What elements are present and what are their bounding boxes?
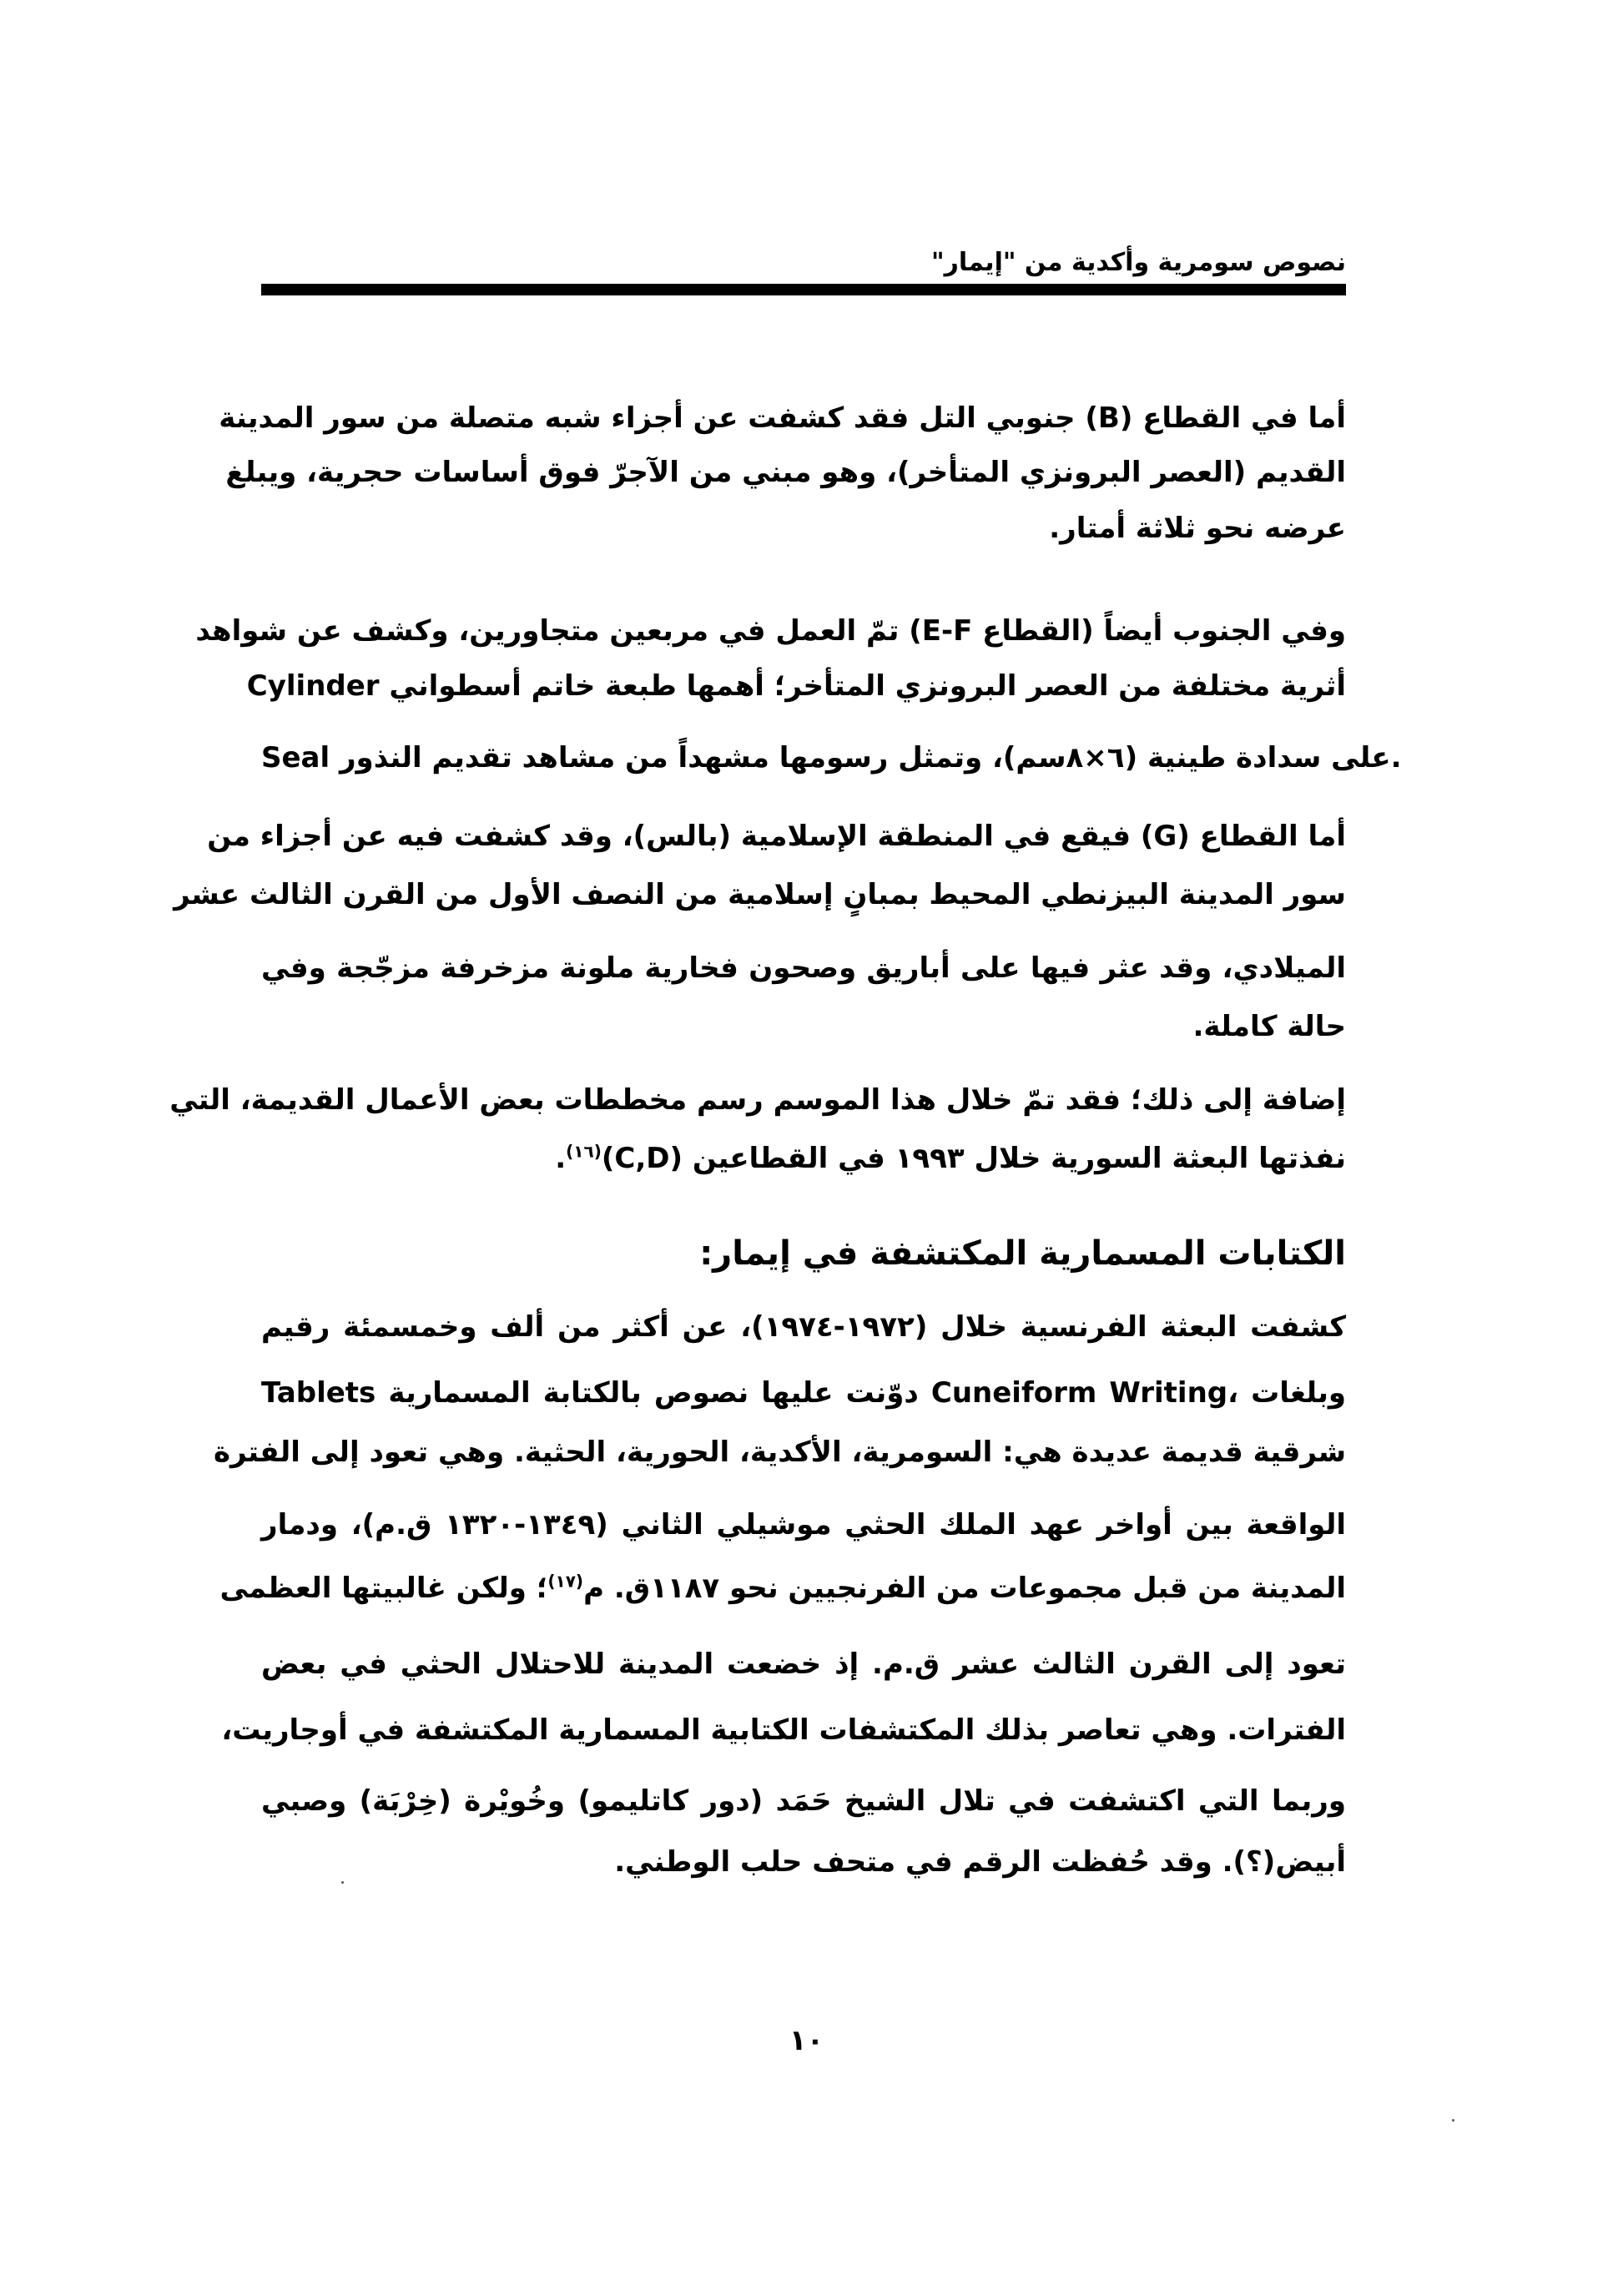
body-line: سور المدينة البيزنطي المحيط بمبانٍ إسلامية من النصف الأول من القرن الثالث عشر [174, 878, 1346, 911]
body-line: القديم (العصر البرونزي المتأخر)، وهو مبني من الآجرّ فوق أساسات حجرية، ويبلغ [225, 456, 1346, 489]
line-text: المدينة من قبل مجموعات من الفرنجيين نحو ١١٨٧ق. م [583, 1572, 1346, 1605]
line-end: ؛ ولكن غالبيتها العظمى [219, 1572, 548, 1605]
body-line: تعود إلى القرن الثالث عشر ق.م. إذ خضعت المدينة للاحتلال الحثي في بعض [261, 1648, 1346, 1681]
body-line: حالة كاملة. [1192, 1010, 1346, 1043]
body-line: إضافة إلى ذلك؛ فقد تمّ خلال هذا الموسم رسم مخططات بعض الأعمال القديمة، التي [169, 1083, 1346, 1117]
section-heading: الكتابات المسمارية المكتشفة في إيمار: [699, 1234, 1346, 1273]
body-line: Seal على سدادة طينية (٦×٨سم)، وتمثل رسومها مشهداً من مشاهد تقديم النذور. [261, 741, 1402, 775]
line-text: نفذتها البعثة السورية خلال ١٩٩٣ في القطاعين (C,D) [601, 1142, 1346, 1175]
body-line: وفي الجنوب أيضاً (القطاع E-F) تمّ العمل في مربعين متجاورين، وكشف عن شواهد [195, 614, 1346, 648]
running-header: نصوص سومرية وأكدية من "إيمار" [931, 248, 1346, 277]
body-line: أما في القطاع (B) جنوبي التل فقد كشفت عن أجزاء شبه متصلة من سور المدينة [219, 401, 1346, 435]
body-line: أبيض(؟). وقد حُفظت الرقم في متحف حلب الوطني. [614, 1845, 1346, 1879]
line-end: . [555, 1142, 567, 1175]
scan-speck [341, 1881, 344, 1884]
scan-speck [1452, 2119, 1454, 2122]
body-line-footnote-16 [261, 1133, 1346, 1183]
footnote-ref-16: (١٦) [566, 1141, 602, 1162]
page-number: ١٠ [789, 2024, 824, 2057]
body-line: Tablets دوّنت عليها نصوص بالكتابة المسمارية Cuneiform Writing، وبلغات [261, 1376, 1346, 1410]
body-line: الفترات. وهي تعاصر بذلك المكتشفات الكتابية المسمارية المكتشفة في أوجاريت، [221, 1713, 1346, 1747]
body-line: شرقية قديمة عديدة هي: السومرية، الأكدية، الحورية، الحثية. وهي تعود إلى الفترة [213, 1436, 1346, 1469]
footnote-ref-17: (١٧) [547, 1571, 584, 1592]
body-line: عرضه نحو ثلاثة أمتار. [1049, 512, 1346, 545]
body-line-footnote-17 [219, 1563, 1346, 1613]
body-line: الميلادي، وقد عثر فيها على أباريق وصحون فخارية ملونة مزخرفة مزجّجة وفي [261, 951, 1346, 985]
body-line: الواقعة بين أواخر عهد الملك الحثي موشيلي الثاني (١٣٤٩-١٣٢٠ ق.م)، ودمار [261, 1508, 1346, 1542]
body-line: وربما التي اكتشفت في تلال الشيخ حَمَد (دور كاتليمو) وخُويْرة (خِرْبَة) وصبي [261, 1784, 1346, 1818]
header-rule [261, 284, 1346, 295]
body-line: أثرية مختلفة من العصر البرونزي المتأخر؛ أهمها طبعة خاتم أسطواني Cylinder [246, 669, 1346, 703]
body-line: كشفت البعثة الفرنسية خلال (١٩٧٢-١٩٧٤)، عن أكثر من ألف وخمسمئة رقيم [261, 1310, 1347, 1344]
body-line: أما القطاع (G) فيقع في المنطقة الإسلامية (بالس)، وقد كشفت فيه عن أجزاء من [207, 820, 1346, 853]
